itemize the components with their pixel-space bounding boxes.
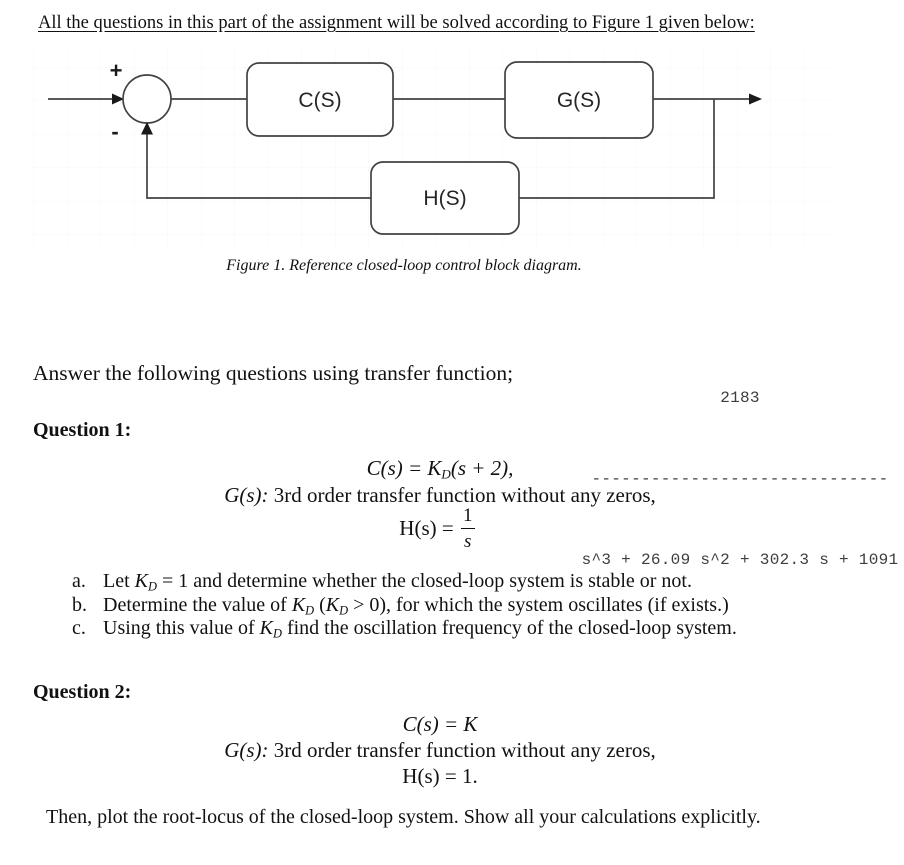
block-c-label: C(S) bbox=[298, 89, 342, 112]
summing-junction bbox=[123, 75, 171, 123]
question2-equation-c: C(s) = K bbox=[402, 712, 478, 736]
item-b-k2: K bbox=[325, 594, 340, 616]
intro-text: Answer the following questions using transfer function; bbox=[33, 361, 514, 385]
block-h-label: H(S) bbox=[423, 187, 467, 210]
question1-equation-g bbox=[0, 483, 880, 508]
item-b-pre: Determine the value of bbox=[103, 594, 292, 616]
eq-g-function: G(s): bbox=[224, 483, 269, 507]
item-a-post: = 1 and determine whether the closed-loop system is stable or not. bbox=[156, 570, 692, 592]
question2-equation-h: H(s) = 1. bbox=[402, 764, 478, 788]
item-b-text bbox=[103, 594, 729, 616]
question1-item-c bbox=[72, 617, 737, 641]
q2-eq-g-text: 3rd order transfer function without any zeros, bbox=[268, 738, 656, 762]
item-c-text bbox=[103, 617, 737, 639]
assignment-title: All the questions in this part of the assignment will be solved according to Figure 1 given below: bbox=[38, 13, 755, 33]
item-a-pre: Let bbox=[103, 570, 135, 592]
item-c-post: find the oscillation frequency of the closed-loop system. bbox=[281, 617, 737, 639]
item-c-marker: c. bbox=[72, 617, 86, 639]
question2-equation-g bbox=[0, 738, 880, 763]
eq-h-denominator: s bbox=[464, 531, 472, 552]
item-a-k: K bbox=[134, 570, 148, 592]
eq-h-fraction bbox=[461, 506, 475, 551]
eq-c-subscript: D bbox=[441, 466, 451, 482]
closing-instruction: Then, plot the root-locus of the closed-loop system. Show all your calculations explicitly. bbox=[46, 806, 761, 828]
eq-g-text: 3rd order transfer function without any zeros, bbox=[268, 483, 656, 507]
item-a-sub: D bbox=[148, 579, 157, 594]
question1-item-b bbox=[72, 594, 729, 618]
item-c-pre: Using this value of bbox=[103, 617, 260, 639]
block-diagram bbox=[0, 0, 904, 260]
item-b-marker: b. bbox=[72, 594, 87, 616]
block-g-label: G(S) bbox=[556, 89, 602, 112]
question1-equation-h bbox=[0, 506, 874, 551]
figure-caption: Figure 1. Reference closed-loop control block diagram. bbox=[226, 257, 582, 274]
item-b-post: > 0), for which the system oscillates (if exists.) bbox=[348, 594, 729, 616]
item-b-k1: K bbox=[291, 594, 306, 616]
eq-c-lhs: C(s) = K bbox=[366, 456, 442, 480]
eq-h-numerator: 1 bbox=[462, 505, 473, 526]
eq-c-rhs: (s + 2), bbox=[450, 456, 514, 480]
item-c-k: K bbox=[259, 617, 273, 639]
item-b-sub1: D bbox=[305, 603, 315, 618]
tf-divider: ------------------------------ bbox=[591, 470, 889, 488]
tf-denominator: s^3 + 26.09 s^2 + 302.3 s + 1091 bbox=[581, 551, 899, 569]
eq-h-lhs: H(s) = bbox=[399, 516, 454, 540]
tf-numerator: 2183 bbox=[720, 389, 760, 407]
item-b-sub2: D bbox=[339, 603, 349, 618]
minus-sign-label: - bbox=[111, 119, 119, 144]
question2-heading: Question 2: bbox=[33, 681, 132, 703]
item-b-mid: ( bbox=[314, 594, 326, 616]
item-a-text bbox=[103, 570, 692, 592]
q2-eq-g-function: G(s): bbox=[224, 738, 269, 762]
item-a-marker: a. bbox=[72, 570, 86, 592]
question1-equation-c bbox=[0, 456, 880, 483]
item-c-sub: D bbox=[273, 626, 282, 641]
plus-sign-label: + bbox=[109, 58, 123, 83]
question1-heading: Question 1: bbox=[33, 419, 132, 441]
question1-item-a bbox=[72, 570, 692, 594]
